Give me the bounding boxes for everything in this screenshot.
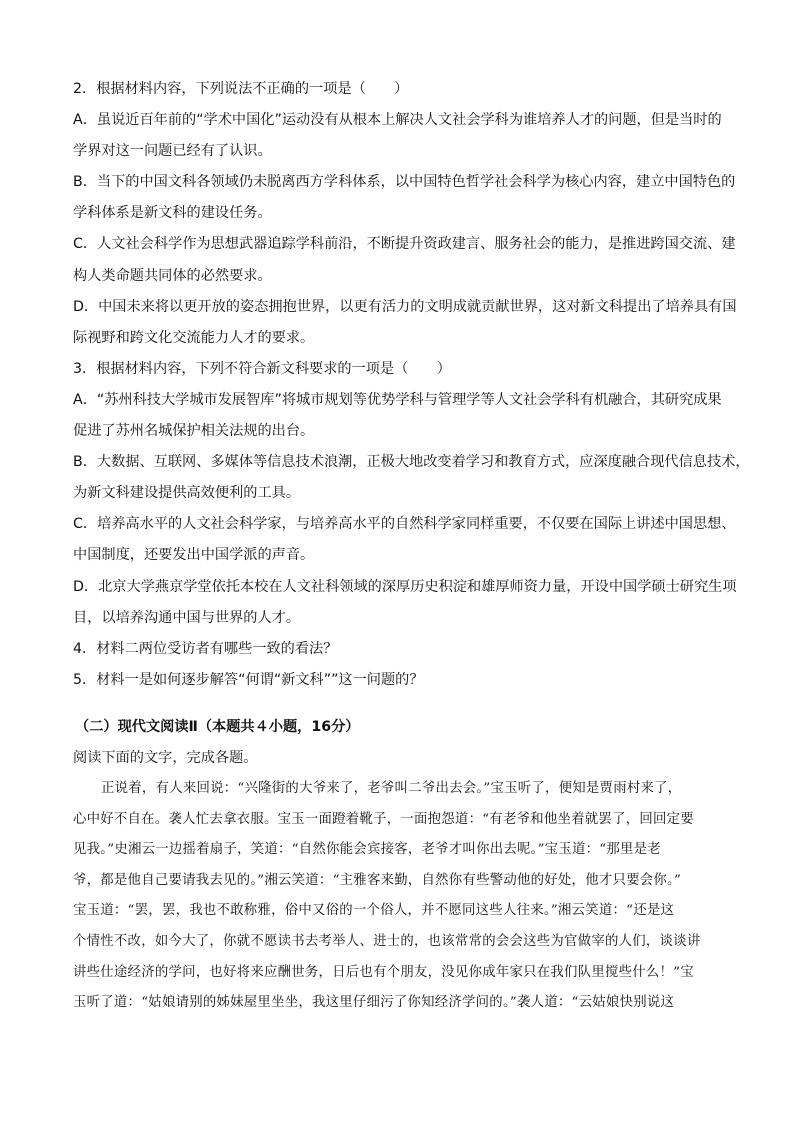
- option-a: [73, 105, 723, 167]
- reading-passage: [73, 774, 723, 1019]
- question-4: 4．材料二两位受访者有哪些一致的看法？: [73, 640, 338, 657]
- option-line: A．虽说近百年前的“学术中国化”运动没有从根本上解决人文社会学科为谁培养人才的问题，但是当时的: [73, 112, 722, 129]
- option-d: [73, 292, 737, 354]
- option-line: D．北京大学燕京学堂依托本校在人文社科领域的深厚历史积淀和雄厚师资力量，开设中国学硕士研究生项: [73, 578, 737, 595]
- passage-line: 爷，都是他自己要请我去见的。”湘云笑道：“主雅客来勤，自然你有些警动他的好处，他才只要会你。”: [73, 872, 682, 888]
- section-instruction: 阅读下面的文字，完成各题。: [73, 749, 258, 766]
- option-c: [73, 509, 736, 571]
- question-2: [73, 74, 737, 354]
- option-a: [73, 385, 723, 447]
- option-line: B．大数据、互联网、多媒体等信息技术浪潮，正极大地改变着学习和教育方式，应深度融合现代信息技术，: [73, 454, 750, 471]
- passage-line: 个情性不改，如今大了，你就不愿读书去考举人、进士的，也该常常的会会这些为官做宰的人们，谈谈讲: [73, 934, 701, 950]
- option-line: 际视野和跨文化交流能力人才的要求。: [73, 329, 315, 346]
- option-line: 中国制度，还要发出中国学派的声音。: [73, 547, 315, 564]
- option-line: 学科体系是新文科的建设任务。: [73, 205, 272, 222]
- section-gap: [73, 696, 723, 712]
- option-line: 构人类命题共同体的必然要求。: [73, 267, 272, 284]
- question-3: [73, 354, 750, 634]
- option-line: C．培养高水平的人文社会科学家，与培养高水平的自然科学家同样重要，不仅要在国际上讲述中国思想、: [73, 516, 736, 533]
- option-line: D．中国未来将以更开放的姿态拥抱世界，以更有活力的文明成就贡献世界，这对新文科提出了培养具有国: [73, 298, 737, 315]
- document-page: [73, 74, 750, 1019]
- option-line: 为新文科建设提供高效便利的工具。: [73, 485, 301, 502]
- option-b: [73, 167, 736, 229]
- option-b: [73, 447, 750, 509]
- option-line: B．当下的中国文科各领域仍未脱离西方学科体系，以中国特色哲学社会科学为核心内容，建立中国特色的: [73, 174, 736, 191]
- passage-line: 讲些仕途经济的学问，也好将来应酬世务，日后也有个朋友，没见你成年家只在我们队里搅些什么！”宝: [73, 964, 694, 980]
- option-d: [73, 572, 737, 634]
- option-line: 目，以培养沟通中国与世界的人才。: [73, 609, 301, 626]
- passage-line: 见我。”史湘云一边摇着扇子，笑道：“自然你能会宾接客，老爷才叫你出去呢。”宝玉道：“那里是老: [73, 842, 661, 858]
- option-c: [73, 229, 736, 291]
- option-line: 学界对这一问题已经有了认识。: [73, 143, 272, 160]
- option-line: C．人文社会科学作为思想武器追踪学科前沿，不断提升资政建言、服务社会的能力，是推进跨国交流、建: [73, 236, 736, 253]
- passage-line: 宝玉道：“罢，罢，我也不敢称雅，俗中又俗的一个俗人，并不愿同这些人往来。”湘云笑道：“还是这: [73, 903, 675, 919]
- option-line: 促进了苏州名城保护相关法规的出台。: [73, 423, 315, 440]
- passage-line: 心中好不自在。袭人忙去拿衣服。宝玉一面蹬着靴子，一面抱怨道：“有老爷和他坐着就罢了，回回定要: [73, 811, 694, 827]
- option-line: A．“苏州科技大学城市发展智库”将城市规划等优势学科与管理学等人文社会学科有机融合，其研究成果: [73, 391, 722, 408]
- passage-line: 正说着，有人来回说：“兴隆街的大爷来了，老爷叫二爷出去会。”宝玉听了，便知是贾雨村来了，: [101, 781, 682, 797]
- question-stem: 3．根据材料内容，下列不符合新文科要求的一项是（ ）: [73, 360, 451, 377]
- passage-line: 玉听了道：“姑娘请别的姊妹屋里坐坐，我这里仔细污了你知经济学问的。”袭人道：“云姑娘快别说这: [73, 995, 675, 1011]
- question-stem: 2．根据材料内容，下列说法不正确的一项是（ ）: [73, 81, 409, 97]
- section-heading: （二）现代文阅读Ⅱ（本题共４小题，16分）: [75, 718, 360, 735]
- question-5: 5．材料一是如何逐步解答“何谓“新文科””这一问题的？: [73, 671, 424, 688]
